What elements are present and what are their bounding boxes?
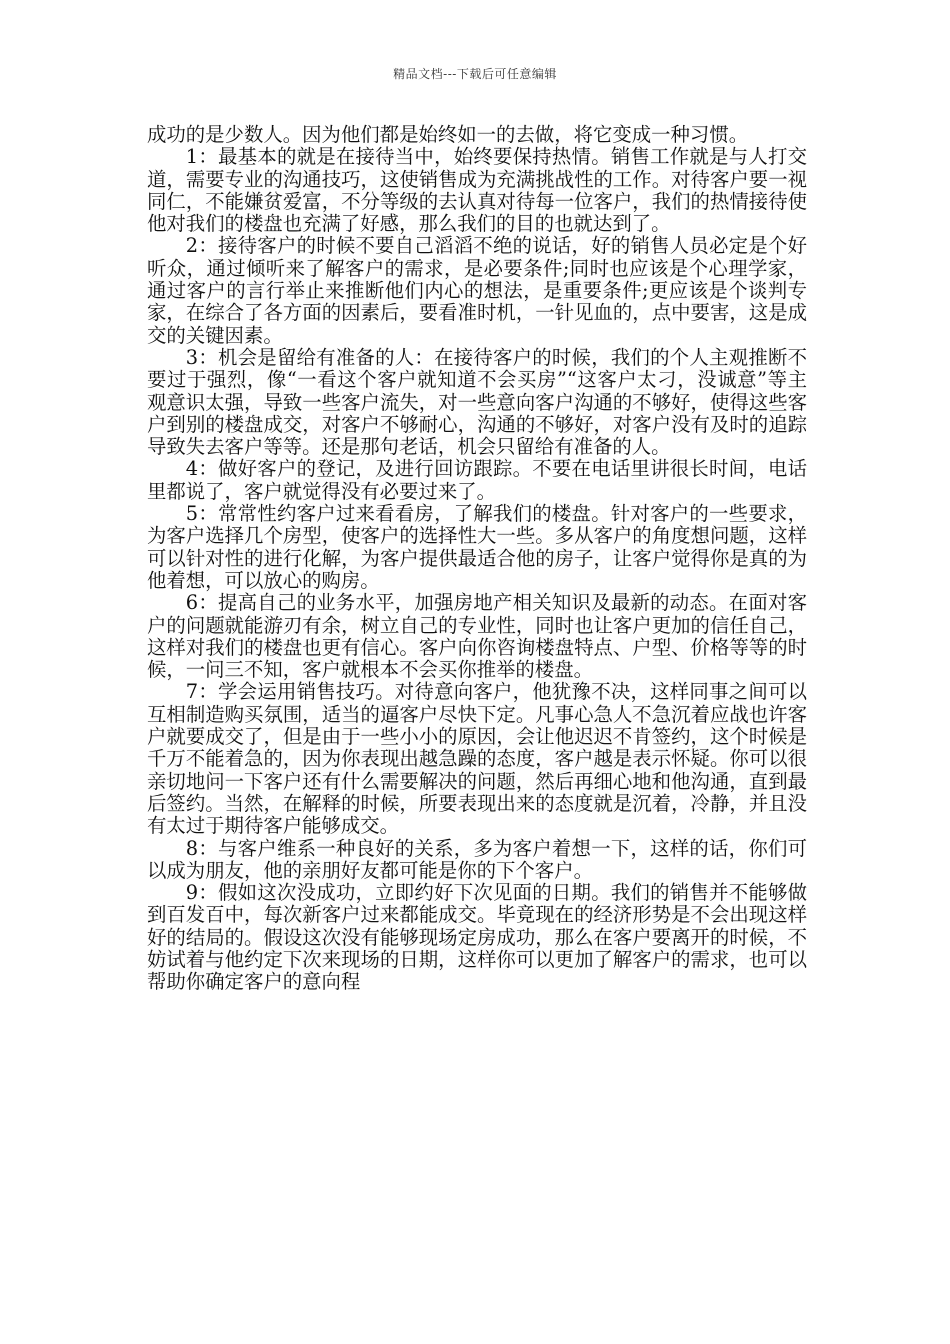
- page-header: 精品文档---下载后可任意编辑: [393, 67, 557, 81]
- paragraph-7: 7：学会运用销售技巧。对待意向客户，他犹豫不决，这样同事之间可以互相制造购买氛围，适当的逼客户尽快下定。凡事心急人不急沉着应战也许客户就要成交了，但是由于一些小小的原因，会让他迟迟不肯签约，这个时候是千万不能着急的，因为你表现出越急躁的态度，客户越是表示怀疑。你可以很亲切地问一下客户还有什么需要解决的问题，然后再细心地和他沟通，直到最后签约。当然，在解释的时候，所要表现出来的态度就是沉着，冷静，并且没有太过于期待客户能够成交。: [147, 680, 807, 838]
- paragraph-2: 2：接待客户的时候不要自己滔滔不绝的说话，好的销售人员必定是个好听众，通过倾听来了解客户的需求，是必要条件;同时也应该是个心理学家，通过客户的言行举止来推断他们内心的想法，是重要条件;更应该是个谈判专家，在综合了各方面的因素后，要看准时机，一针见血的，点中要害，这是成交的关键因素。: [147, 234, 807, 347]
- paragraph-3: 3：机会是留给有准备的人：在接待客户的时候，我们的个人主观推断不要过于强烈，像“一看这个客户就知道不会买房”“这客户太刁，没诚意”等主观意识太强，导致一些客户流失，对一些意向客户沟通的不够好，使得这些客户到别的楼盘成交，对客户不够耐心，沟通的不够好，对客户没有及时的追踪导致失去客户等等。还是那句老话，机会只留给有准备的人。: [147, 345, 807, 459]
- paragraph-intro: 成功的是少数人。因为他们都是始终如一的去做，将它变成一种习惯。: [147, 123, 749, 146]
- document-body: [147, 124, 807, 994]
- paragraph-5: 5：常常性约客户过来看看房，了解我们的楼盘。针对客户的一些要求，为客户选择几个房型，使客户的选择性大一些。多从客户的角度想问题，这样可以针对性的进行化解，为客户提供最适合他的房子，让客户觉得你是真的为他着想，可以放心的购房。: [147, 502, 807, 592]
- paragraph-8: 8：与客户维系一种良好的关系，多为客户着想一下，这样的话，你们可以成为朋友，他的亲朋好友都可能是你的下个客户。: [147, 836, 807, 882]
- paragraph-4: 4：做好客户的登记，及进行回访跟踪。不要在电话里讲很长时间，电话里都说了，客户就觉得没有必要过来了。: [147, 457, 807, 503]
- paragraph-9: 9：假如这次没成功，立即约好下次见面的日期。我们的销售并不能够做到百发百中，每次新客户过来都能成交。毕竟现在的经济形势是不会出现这样好的结局的。假设这次没有能够现场定房成功，那么在客户要离开的时候，不妨试着与他约定下次来现场的日期，这样你可以更加了解客户的需求，也可以帮助你确定客户的意向程: [147, 881, 807, 994]
- paragraph-6: 6：提高自己的业务水平，加强房地产相关知识及最新的动态。在面对客户的问题就能游刃有余，树立自己的专业性，同时也让客户更加的信任自己，这样对我们的楼盘也更有信心。客户向你咨询楼盘特点、户型、价格等等的时候，一问三不知，客户就根本不会买你推举的楼盘。: [147, 591, 807, 682]
- paragraph-1: 1：最基本的就是在接待当中，始终要保持热情。销售工作就是与人打交道，需要专业的沟通技巧，这使销售成为充满挑战性的工作。对待客户要一视同仁，不能嫌贫爱富，不分等级的去认真对待每一位客户，我们的热情接待使他对我们的楼盘也充满了好感，那么我们的目的也就达到了。: [147, 145, 807, 236]
